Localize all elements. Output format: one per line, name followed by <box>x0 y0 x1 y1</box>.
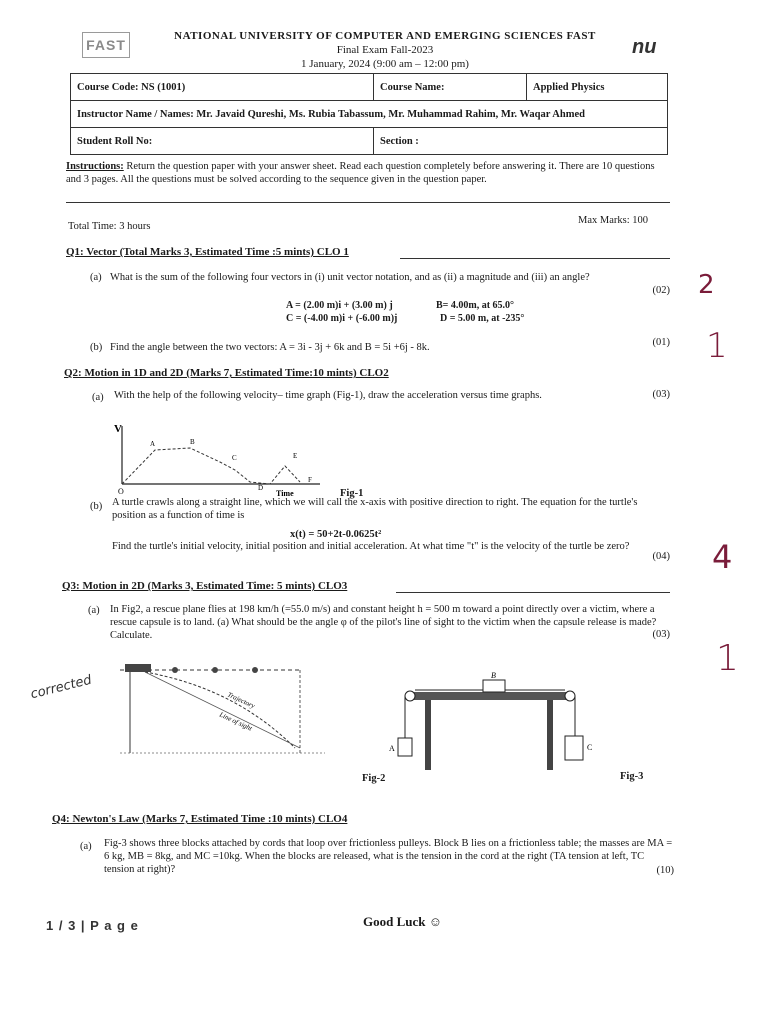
fig3-pulley-right <box>565 691 575 701</box>
q1b-label: (b) <box>90 342 103 353</box>
fig3-label-c: C <box>587 743 593 752</box>
q1a-label: (a) <box>90 272 102 283</box>
course-name: Applied Physics <box>527 74 668 101</box>
q1b-text: Find the angle between the two vectors: A = 3i - 3j + 6k and B = 5i +6j - 8k. <box>110 342 430 353</box>
handwritten-mark-q1a: 2 <box>698 270 715 300</box>
fig3-pulley-left <box>405 691 415 701</box>
fig2-plane <box>125 664 151 672</box>
vector-d: D = 5.00 m, at -235° <box>440 313 525 324</box>
fig2-trajectory-label: Trajectory <box>226 690 256 711</box>
page-number: 1 / 3 | P a g e <box>46 918 139 933</box>
total-time: Total Time: 3 hours <box>68 221 151 232</box>
q2b-label: (b) <box>90 501 103 512</box>
handwritten-mark-q1b: 1 <box>706 326 728 366</box>
handwritten-margin-note: corrected <box>29 672 94 703</box>
good-luck-text: Good Luck ☺ <box>363 914 443 929</box>
fig1-point-f: F <box>308 476 312 484</box>
fig2-sight-label: Line of sight <box>218 710 254 733</box>
fig2-marker <box>172 667 178 673</box>
fig3-table-leg-right <box>547 700 553 770</box>
instructor-names: Instructor Name / Names: Mr. Javaid Qureshi, Ms. Rubia Tabassum, Mr. Muhammad Rahim, Mr. Waqar Ahmed <box>71 101 668 128</box>
q4a-marks: (10) <box>656 865 674 876</box>
max-marks: Max Marks: 100 <box>578 215 648 226</box>
handwritten-mark-q3a: 1 <box>716 638 739 679</box>
section-field: Section : <box>374 128 668 155</box>
fig3-block-c <box>565 736 583 760</box>
fig1-time-label: Time <box>276 489 294 498</box>
q1a-text: What is the sum of the following four vectors in (i) unit vector notation, and as (ii) a magnitude and (iii) an angle? <box>110 272 590 283</box>
q2b-text2: Find the turtle's initial velocity, initial position and initial acceleration. At what time "t" is the velocity of the turtle be zero? <box>112 541 630 552</box>
q2b-marks: (04) <box>652 551 670 562</box>
fig1-point-b: B <box>190 438 195 446</box>
student-roll-no: Student Roll No: <box>71 128 374 155</box>
university-name: NATIONAL UNIVERSITY OF COMPUTER AND EMERGING SCIENCES FAST <box>174 30 596 42</box>
university-logo-left: FAST <box>82 32 130 58</box>
instructions-text: Return the question paper with your answer sheet. Read each question completely before answering it. There are 10 questions and 3 pages. All the questions must be solved according to the sequence given in the question paper. <box>66 161 655 185</box>
q3a-text: In Fig2, a rescue plane flies at 198 km/h (=55.0 m/s) and constant height h = 500 m toward a point directly over a victim, where a rescue capsule is to land. (a) What should be the angle φ of the pilot's line of sight to the victim when the capsule release is made? Calculate. <box>110 604 657 641</box>
q2a-label: (a) <box>92 392 104 403</box>
fig2-marker <box>212 667 218 673</box>
fig1-v-label: V <box>114 423 122 435</box>
fig1-caption: Fig-1 <box>340 488 364 499</box>
q3-heading: Q3: Motion in 2D (Marks 3, Estimated Time: 5 mints) CLO3 <box>62 580 348 592</box>
instructions <box>66 160 670 186</box>
fig2-caption: Fig-2 <box>362 773 386 784</box>
q2a-text: With the help of the following velocity– time graph (Fig-1), draw the acceleration versus time graphs. <box>114 390 542 401</box>
divider <box>400 258 670 259</box>
q1a-marks: (02) <box>652 285 670 296</box>
exam-title: Final Exam Fall-2023 <box>336 44 434 56</box>
fig1-velocity-time-graph <box>110 420 330 500</box>
q3a-label: (a) <box>88 605 100 616</box>
fig3-label-b: B <box>491 671 496 680</box>
fig3-caption: Fig-3 <box>620 771 644 782</box>
q2-heading: Q2: Motion in 1D and 2D (Marks 7, Estimated Time:10 mints) CLO2 <box>64 367 389 379</box>
fig3-pulley-diagram <box>389 668 615 778</box>
q4a-text: Fig-3 shows three blocks attached by cords that loop over frictionless pulleys. Block B lies on a frictionless table; the masses are MA = 6 kg, MB = 8kg, and MC =10kg. When the blocks are released, what is the tension in the cord at the right (TA tension at left, TC tension at right)? <box>104 838 673 875</box>
university-logo-right: nu <box>632 36 657 58</box>
q4-heading: Q4: Newton's Law (Marks 7, Estimated Time :10 mints) CLO4 <box>52 813 348 825</box>
fig1-point-d: D <box>258 484 264 492</box>
fig1-point-e: E <box>293 452 298 460</box>
q3a-marks: (03) <box>652 629 670 640</box>
fig3-block-b <box>483 680 505 692</box>
fig3-block-a <box>398 738 412 756</box>
fig3-table-leg-left <box>425 700 431 770</box>
fig3-label-a: A <box>389 744 395 753</box>
course-info-table <box>70 73 668 155</box>
fig2-rescue-plane-diagram <box>115 658 335 778</box>
vector-a: A = (2.00 m)i + (3.00 m) j <box>286 300 393 311</box>
divider <box>66 202 670 203</box>
fig2-marker <box>252 667 258 673</box>
q1-heading: Q1: Vector (Total Marks 3, Estimated Time :5 mints) CLO 1 <box>66 246 349 258</box>
fig1-velocity-curve <box>122 448 300 484</box>
q2a-marks: (03) <box>652 389 670 400</box>
fig1-point-a: A <box>150 440 156 448</box>
fig1-origin-label: O <box>118 487 124 496</box>
q4a-label: (a) <box>80 841 92 852</box>
exam-date: 1 January, 2024 (9:00 am – 12:00 pm) <box>301 58 469 70</box>
q1b-marks: (01) <box>652 337 670 348</box>
fig3-table-top <box>410 692 570 700</box>
course-name-label: Course Name: <box>374 74 527 101</box>
course-code: Course Code: NS (1001) <box>71 74 374 101</box>
q2b-text: A turtle crawls along a straight line, which we will call the x-axis with positive direction to right. The equation for the turtle's position as a function of time is <box>112 497 638 521</box>
vector-c: C = (-4.00 m)i + (-6.00 m)j <box>286 313 398 324</box>
divider <box>396 592 670 593</box>
handwritten-mark-q2b: 4 <box>712 538 733 576</box>
vector-b: B= 4.00m, at 65.0° <box>436 300 515 311</box>
fig1-point-c: C <box>232 454 237 462</box>
q2b-equation: x(t) = 50+2t-0.0625t² <box>290 529 382 540</box>
instructions-label: Instructions: <box>66 161 124 172</box>
